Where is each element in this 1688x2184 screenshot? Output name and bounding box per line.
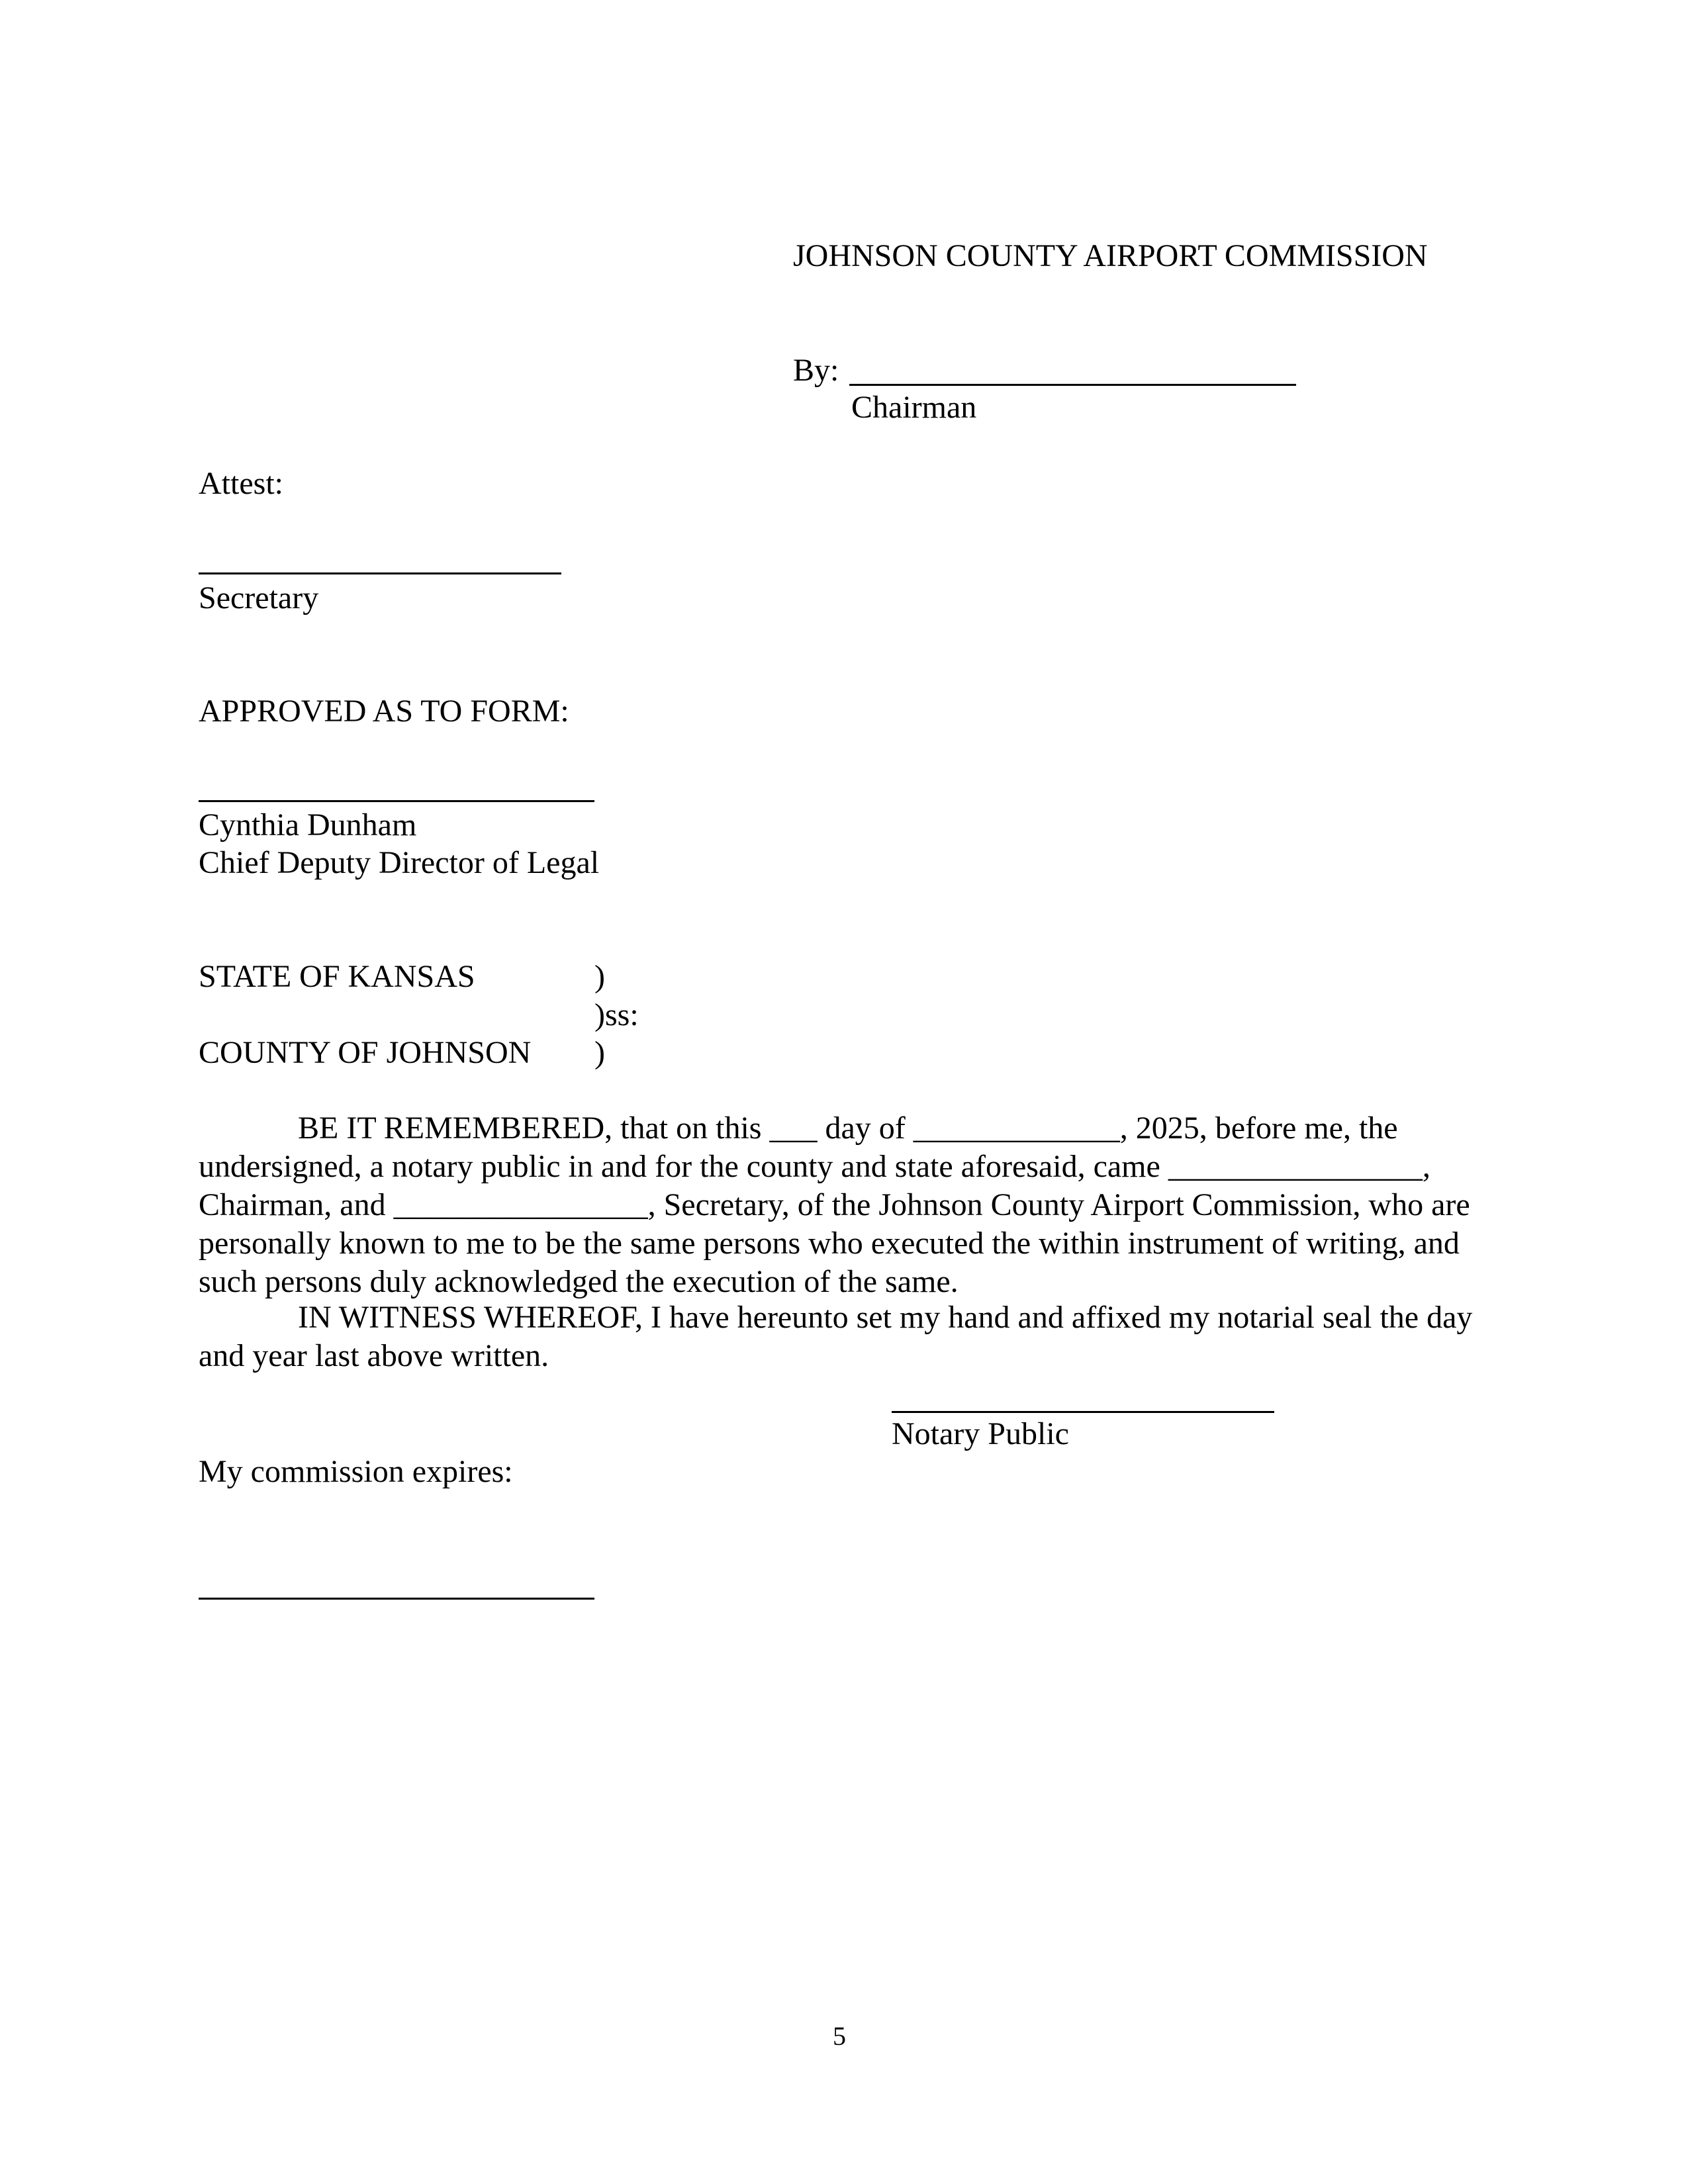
chairman-signature-line bbox=[849, 384, 1296, 386]
commission-name: JOHNSON COUNTY AIRPORT COMMISSION bbox=[793, 238, 1428, 273]
legal-signature-line bbox=[199, 800, 594, 802]
venue-paren-top: ) bbox=[594, 959, 605, 994]
legal-signer-name: Cynthia Dunham bbox=[199, 807, 417, 842]
commission-expires-label: My commission expires: bbox=[199, 1454, 513, 1489]
legal-signer-title: Chief Deputy Director of Legal bbox=[199, 845, 600, 880]
acknowledgment-paragraph: BE IT REMEMBERED, that on this ___ day of _____________, 2025, before me, the undersigned, a notary public in and for the county and state aforesaid, came ________________, Chairman, and ________________, Secretary, of the Johnson County Airport Commission, who are personally known to me to be the same persons who executed the within instrument of writing, and such persons duly acknowledged the execution of the same. bbox=[199, 1111, 1470, 1299]
attest-label: Attest: bbox=[199, 466, 283, 501]
page-number: 5 bbox=[833, 2021, 846, 2051]
venue-ss: )ss: bbox=[594, 997, 639, 1032]
notary-title: Notary Public bbox=[892, 1416, 1069, 1451]
commission-expires-line bbox=[199, 1598, 594, 1600]
notary-signature-line bbox=[892, 1411, 1274, 1413]
approved-as-to-form-label: APPROVED AS TO FORM: bbox=[199, 694, 569, 729]
secretary-title: Secretary bbox=[199, 580, 319, 615]
witness-paragraph: IN WITNESS WHEREOF, I have hereunto set my hand and affixed my notarial seal the day and year last above written. bbox=[199, 1300, 1473, 1373]
secretary-signature-line bbox=[199, 572, 561, 574]
venue-state: STATE OF KANSAS bbox=[199, 959, 475, 994]
by-label: By: bbox=[793, 353, 839, 388]
venue-county: COUNTY OF JOHNSON bbox=[199, 1035, 532, 1070]
venue-paren-bottom: ) bbox=[594, 1035, 605, 1070]
chairman-title: Chairman bbox=[851, 390, 977, 425]
